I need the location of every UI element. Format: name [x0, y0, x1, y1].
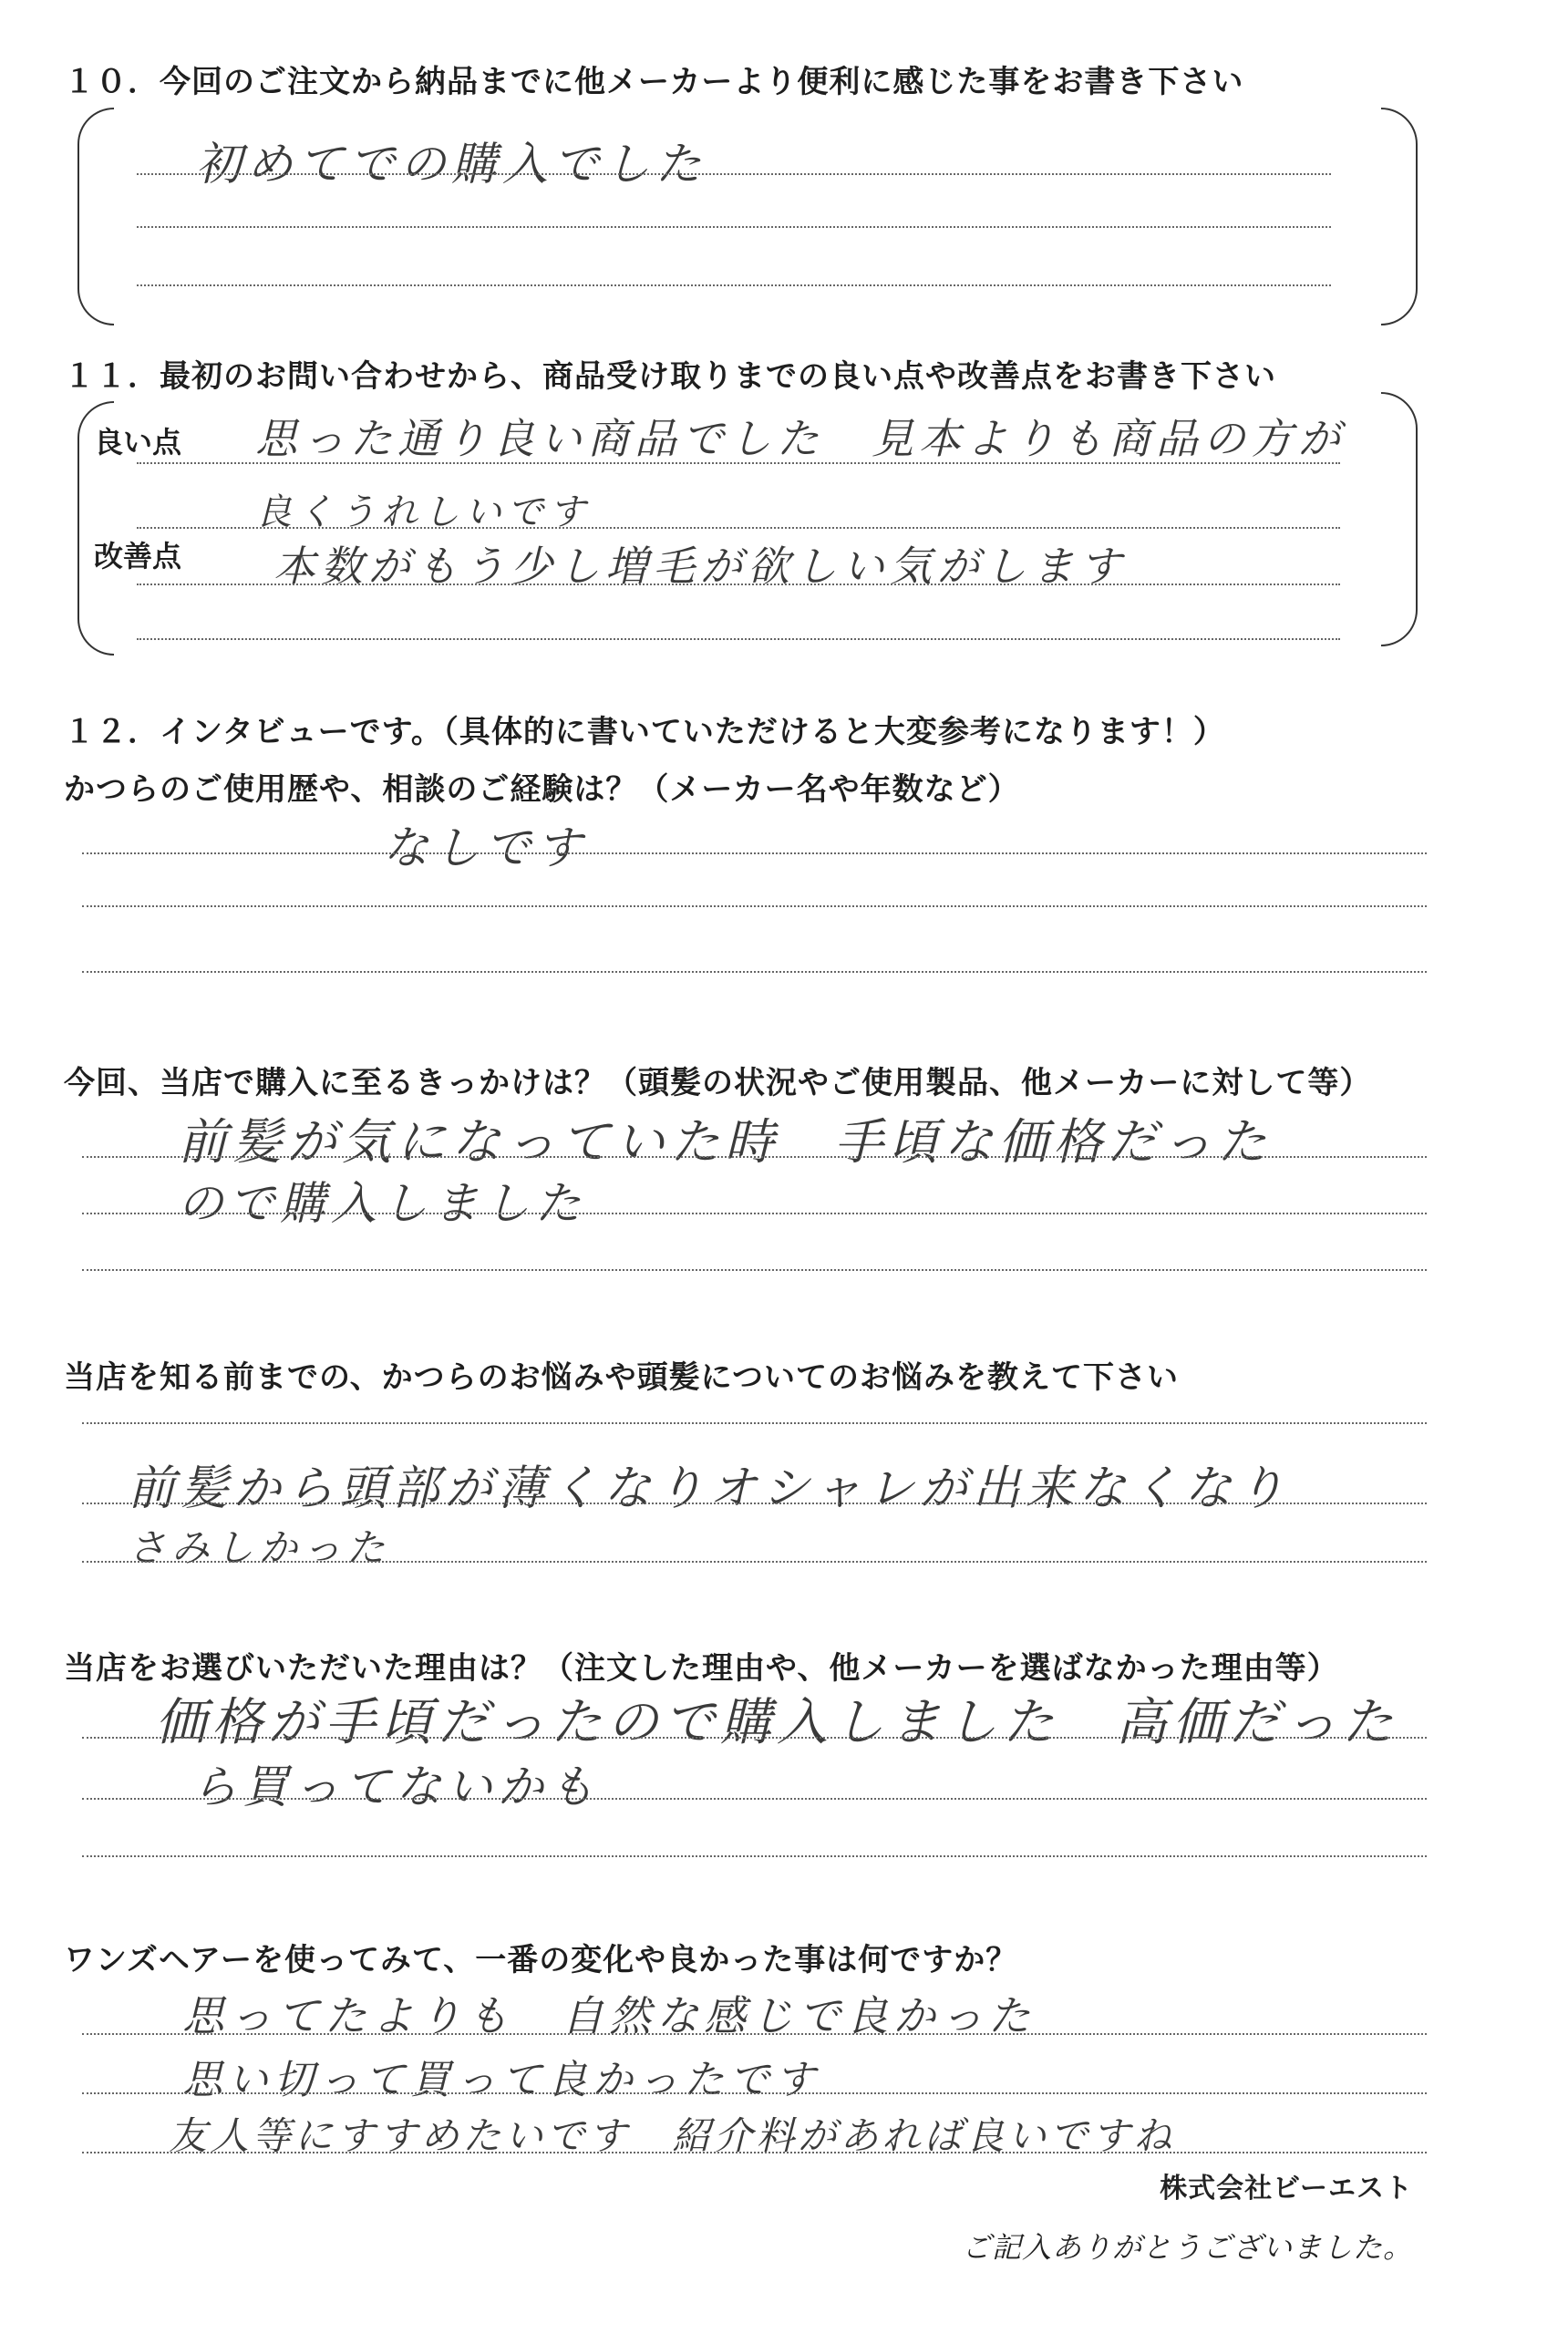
- answer-rule: [82, 852, 1427, 854]
- answer-12e-line-1: 思ってたよりも 自然な感じで良かった: [182, 1991, 1036, 2040]
- improvement-point-label: 改善点: [94, 539, 182, 573]
- answer-12c-line-2: さみしかった: [128, 1525, 391, 1570]
- answer-rule: [82, 1213, 1427, 1214]
- answer-rule: [137, 638, 1340, 640]
- question-11: １１．最初のお問い合わせから、商品受け取りまでの良い点や改善点をお書き下さい: [64, 358, 1276, 395]
- answer-box-left-bracket: [77, 108, 114, 325]
- answer-rule: [82, 2033, 1427, 2035]
- answer-rule: [82, 1855, 1427, 1857]
- good-point-label: 良い点: [94, 425, 182, 460]
- answer-rule: [82, 1503, 1427, 1504]
- answer-rule: [137, 527, 1340, 529]
- answer-12d-line-2: ら買ってないかも: [191, 1761, 600, 1813]
- answer-12d-line-1: 価格が手頃だったので購入しました 高価だった: [155, 1693, 1398, 1752]
- question-12e: ワンズヘアーを使ってみて、一番の変化や良かった事は何ですか？: [64, 1942, 1018, 1978]
- answer-rule: [82, 971, 1427, 973]
- answer-11-good-line-1: 思った通り良い商品でした 見本よりも商品の方が: [255, 414, 1346, 463]
- question-10: １０．今回のご注文から納品までに他メーカーより便利に感じた事をお書き下さい: [64, 64, 1244, 100]
- question-12b: 今回、当店で購入に至るきっかけは？（頭髪の状況やご使用製品、他メーカーに対して等）: [64, 1065, 1372, 1101]
- answer-rule: [82, 1737, 1427, 1739]
- answer-rule: [137, 226, 1331, 228]
- company-name: 株式会社ビーエスト: [1160, 2173, 1413, 2205]
- answer-rule: [82, 1156, 1427, 1158]
- answer-rule: [82, 1269, 1427, 1271]
- answer-rule: [82, 1422, 1427, 1424]
- answer-10-line-1: 初めてでの購入でした: [196, 138, 707, 191]
- answer-11-improve-line-1: 本数がもう少し増毛が欲しい気がします: [273, 542, 1127, 591]
- question-12a: かつらのご使用歴や、相談のご経験は？（メーカー名や年数など）: [64, 771, 1020, 808]
- answer-rule: [82, 1798, 1427, 1800]
- answer-11-good-line-2: 良くうれしいです: [255, 491, 591, 533]
- thank-you-message: ご記入ありがとうございました。: [961, 2230, 1413, 2265]
- answer-12b-line-1: 前髪が気になっていた時 手頃な価格だった: [178, 1113, 1272, 1171]
- answer-12c-line-1: 前髪から頭部が薄くなりオシャレが出来なくなり: [128, 1461, 1290, 1516]
- question-12c: 当店を知る前までの、かつらのお悩みや頭髪についてのお悩みを教えて下さい: [64, 1359, 1179, 1396]
- answer-box-right-bracket: [1381, 392, 1418, 646]
- answer-rule: [137, 284, 1331, 286]
- answer-12a-line-1: なしです: [383, 821, 587, 874]
- question-12d: 当店をお選びいただいた理由は？（注文した理由や、他メーカーを選ばなかった理由等）: [64, 1650, 1339, 1687]
- answer-rule: [137, 584, 1340, 585]
- answer-12b-line-2: ので購入しました: [178, 1177, 586, 1230]
- answer-rule: [137, 173, 1331, 175]
- question-12: １２．インタビューです。（具体的に書いていただけると大変参考になります！）: [64, 714, 1225, 750]
- answer-rule: [82, 2092, 1427, 2094]
- answer-rule: [82, 905, 1427, 907]
- answer-box-right-bracket: [1381, 108, 1418, 325]
- answer-12e-line-2: 思い切って買って良かったです: [182, 2057, 820, 2103]
- answer-12e-line-3: 友人等にすすめたいです 紹介料があれば良いですね: [169, 2113, 1176, 2158]
- answer-rule: [82, 2152, 1427, 2153]
- answer-rule: [82, 1561, 1427, 1563]
- answer-rule: [137, 462, 1340, 464]
